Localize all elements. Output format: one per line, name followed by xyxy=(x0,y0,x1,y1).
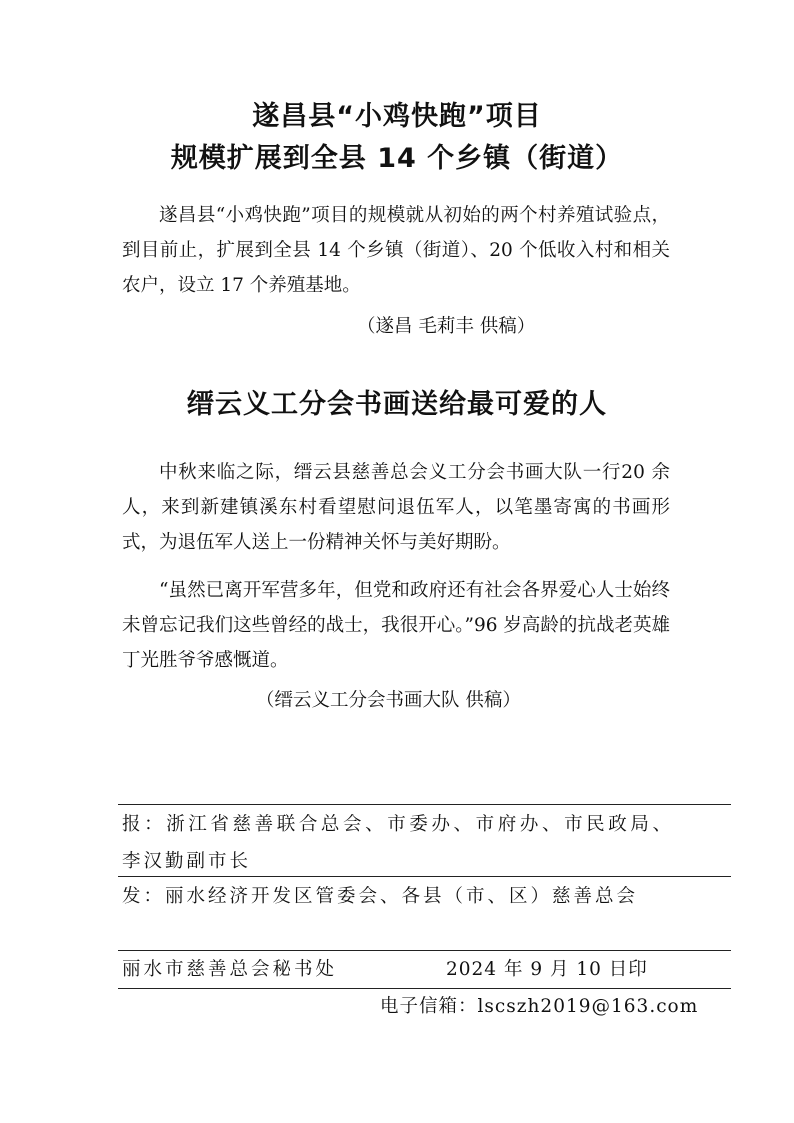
footer-date: 2024 年 9 月 10 日印 xyxy=(446,959,648,980)
article1-title-line1: 遂昌县“小鸡快跑”项目 xyxy=(252,101,542,132)
footer-issuer: 丽水市慈善总会秘书处 xyxy=(122,959,338,980)
article1-body: 遂昌县“小鸡快跑”项目的规模就从初始的两个村养殖试验点，到目前止，扩展到全县 14 个乡镇（街道）、20 个低收入村和相关农户，设立 17 个养殖基地。 xyxy=(122,205,670,296)
footer-divider-2 xyxy=(118,950,731,951)
article1-credit: （遂昌 毛莉丰 供稿） xyxy=(357,316,536,337)
footer-send-to: 发：丽水经济开发区管委会、各县（市、区）慈善总会 xyxy=(122,886,639,907)
footer-bottom-rule xyxy=(118,988,731,989)
article1-title-line2: 规模扩展到全县 14 个乡镇（街道） xyxy=(170,143,624,174)
footer-report-to: 报：浙江省慈善联合总会、市委办、市府办、市民政局、李汉勤副市长 xyxy=(122,814,674,872)
article2-title: 缙云义工分会书画送给最可爱的人 xyxy=(187,389,607,420)
footer-email: 电子信箱：lscszh2019@163.com xyxy=(380,996,699,1017)
footer-top-rule xyxy=(118,804,731,805)
article2-credit: （缙云义工分会书画大队 供稿） xyxy=(256,690,521,711)
article2-paragraph-1: 中秋来临之际，缙云县慈善总会义工分会书画大队一行20 余人，来到新建镇溪东村看望慰问退伍军人，以笔墨寄寓的书画形式，为退伍军人送上一份精神关怀与美好期盼。 xyxy=(122,462,670,553)
article2-paragraph-2: “虽然已离开军营多年，但党和政府还有社会各界爱心人士始终未曾忘记我们这些曾经的战士，我很开心。”96 岁高龄的抗战老英雄丁光胜爷爷感慨道。 xyxy=(122,580,670,671)
footer-divider-1 xyxy=(118,876,731,877)
